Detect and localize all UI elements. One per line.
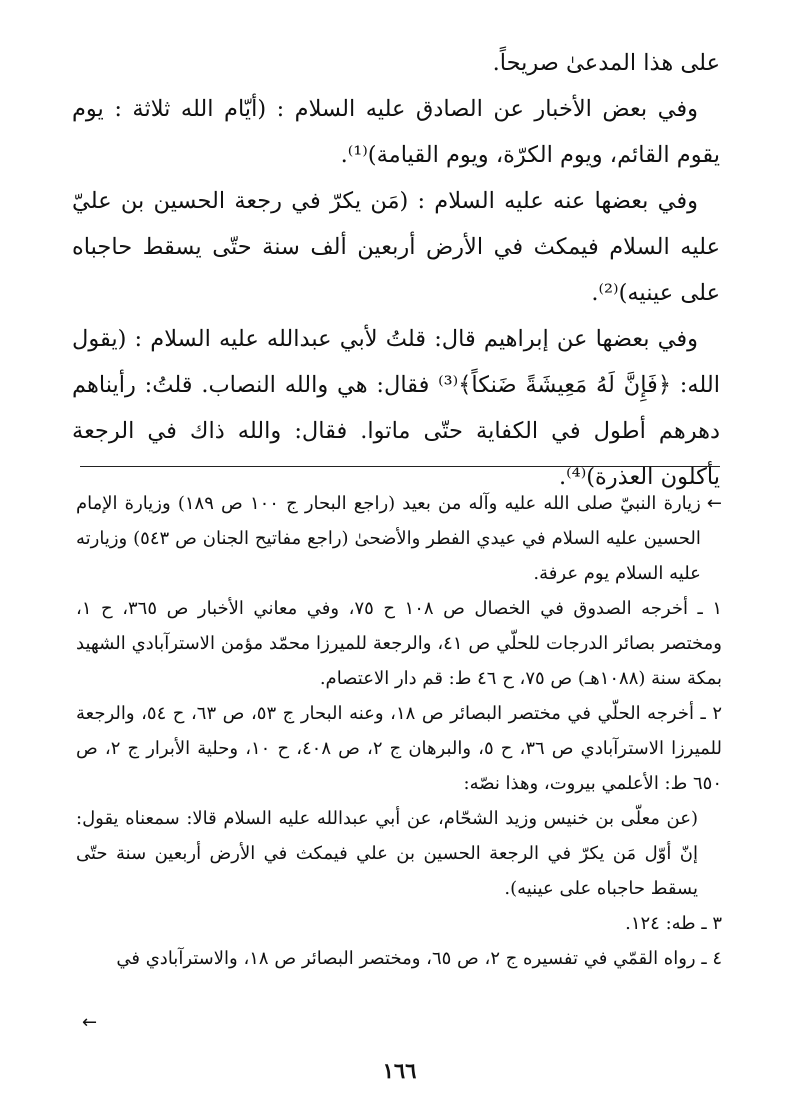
main-text — [72, 40, 720, 500]
paragraph-1: على هذا المدعىٰ صريحاً. — [492, 50, 720, 76]
paragraph-3: وفي بعضها عنه عليه السلام : (مَن يكرّ في رجعة الحسين بن عليّ عليه السلام فيمكث في الأرض أربعين ألف سنة حتّى يسقط حاجباه على عينيه)⁽²⁾. — [72, 188, 720, 306]
footnote-3: ٣ ـ طه: ١٢٤. — [625, 913, 722, 934]
footnote-1: ١ ـ أخرجه الصدوق في الخصال ص ١٠٨ ح ٧٥، وفي معاني الأخبار ص ٣٦٥، ح ١، ومختصر بصائر الدرجات للحلّي ص ٤١، والرجعة للميرزا محمّد مؤمن الاسترآبادي الشهيد بمكة سنة (١٠٨٨هـ) ص ٧٥، ح ٤٦ ط: قم دار الاعتصام. — [76, 598, 723, 689]
footnote-4: ٤ ـ رواه القمّي في تفسيره ج ٢، ص ٦٥، ومختصر البصائر ص ١٨، والاسترآبادي في — [116, 948, 722, 969]
continued-arrow-icon: ← — [82, 1012, 98, 1033]
footnote-continued — [76, 486, 722, 591]
footnote-2: ٢ ـ أخرجه الحلّي في مختصر البصائر ص ١٨، وعنه البحار ج ٥٣، ص ٦٣، ح ٥٤، والرجعة للميرزا الاسترآبادي ص ٣٦، ح ٥، والبرهان ج ٢، ص ٤٠٨، ح ١٠، وحلية الأبرار ج ٢، ص ٦٥٠ ط: الأعلمي بيروت، وهذا نصّه: — [76, 703, 722, 794]
page-number: ١٦٦ — [382, 1058, 417, 1083]
footnote-2-quote: (عن معلّى بن خنيس وزيد الشحّام، عن أبي عبدالله عليه السلام قالا: سمعناه يقول: إنّ أوّل مَن يكرّ في الرجعة الحسين بن علي فيمكث في الأرض أربعين سنة حتّى يسقط حاجباه على عينيه). — [76, 808, 698, 899]
footnote-continued-text: زيارة النبيّ صلى الله عليه وآله من بعيد (راجع البحار ج ١٠٠ ص ١٨٩) وزيارة الإمام الحسين عليه السلام في عيدي الفطر والأضحىٰ (راجع مفاتيح الجنان ص ٥٤٣) وزيارته عليه السلام يوم عرفة. — [76, 493, 701, 584]
footnote-separator — [80, 466, 720, 467]
continuation-arrow-icon: ← — [706, 493, 722, 514]
footnotes — [76, 486, 722, 976]
paragraph-4: وفي بعضها عن إبراهيم قال: قلتُ لأبي عبدالله عليه السلام : (يقول الله: ﴿فَإِنَّ لَهُ مَعِيشَةً ضَنكاً﴾⁽³⁾ فقال: هي والله النصاب. قلتُ: رأيناهم دهرهم أطول في الكفاية حتّى ماتوا. فقال: والله ذاك في الرجعة يأكلون العذرة)⁽⁴⁾. — [72, 326, 720, 490]
paragraph-2: وفي بعض الأخبار عن الصادق عليه السلام : (أيّام الله ثلاثة : يوم يقوم القائم، ويوم الكرّة، ويوم القيامة)⁽¹⁾. — [72, 96, 720, 168]
